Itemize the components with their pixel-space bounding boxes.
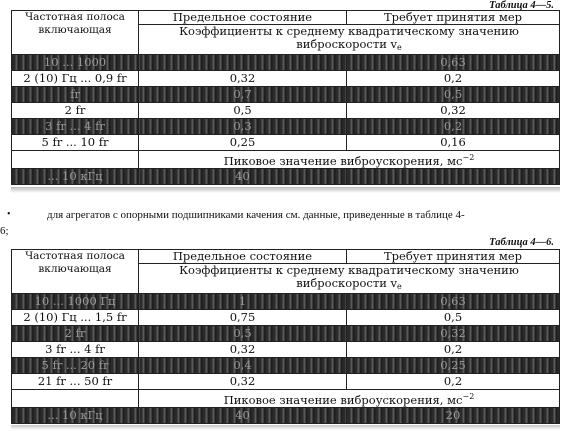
last-band-cell: ... 10 кГц [12, 169, 139, 185]
coeff-header-text: Коэффициенты к среднему квадратическому значению виброскорости v [179, 263, 519, 290]
peak-header [139, 390, 560, 408]
last-band-cell: ... 10 кГц [12, 408, 139, 424]
action-cell: 0,2 [347, 374, 560, 390]
table-row [12, 374, 560, 390]
band-cell: 2 fr [12, 326, 139, 342]
band-cell: 10 ... 1000 [12, 55, 139, 71]
peak-unit-sup: −2 [462, 153, 475, 162]
table-row [12, 119, 560, 135]
action-cell: 0,2 [347, 342, 560, 358]
table-4-6 [11, 249, 560, 424]
action-cell: 0,63 [347, 55, 560, 71]
table-row [12, 294, 560, 310]
table-row [12, 358, 560, 374]
action-cell: 0,32 [347, 103, 560, 119]
table-row [12, 87, 560, 103]
scan-shadow [11, 425, 560, 430]
band-cell: 2 (10) Гц ... 0,9 fr [12, 71, 139, 87]
peak-band-empty [12, 390, 139, 408]
band-cell: 10 ... 1000 Гц [12, 294, 139, 310]
table-row [12, 55, 560, 71]
limit-header: Предельное состояние [139, 250, 347, 264]
coeff-header-text: Коэффициенты к среднему квадратическому значению виброскорости v [179, 24, 519, 51]
coeff-header [139, 264, 560, 294]
band-cell: 3 fr ... 4 fr [12, 119, 139, 135]
peak-unit-sup: −2 [462, 392, 475, 401]
band-header: Частотная полоса включающая [12, 250, 139, 294]
action-cell: 0,32 [347, 326, 560, 342]
table-row [12, 71, 560, 87]
table-row [12, 326, 560, 342]
action-header: Требует принятия мер [347, 250, 560, 264]
table-row [12, 310, 560, 326]
coeff-subscript: e [397, 43, 402, 52]
limit-cell: 1 [139, 294, 347, 310]
last-action-cell [347, 169, 560, 185]
coeff-subscript: e [397, 282, 402, 291]
action-cell: 0,63 [347, 294, 560, 310]
table-4-5-caption: Таблица 4—5. [489, 0, 554, 11]
table-row [12, 135, 560, 151]
bullet-text: для агрегатов с опорными подшипниками качения см. данные, приведенные в таблице 4- [47, 209, 465, 221]
band-cell: 2 (10) Гц ... 1,5 fr [12, 310, 139, 326]
action-cell: 0,5 [347, 87, 560, 103]
action-cell: 0,2 [347, 119, 560, 135]
table-4-6-caption: Таблица 4—6. [489, 237, 554, 248]
table-row [12, 103, 560, 119]
action-header: Требует принятия мер [347, 11, 560, 25]
last-action-cell: 20 [347, 408, 560, 424]
limit-cell: 0,32 [139, 71, 347, 87]
limit-cell: 0,3 [139, 119, 347, 135]
last-limit-cell: 40 [139, 169, 347, 185]
limit-cell: 0,25 [139, 135, 347, 151]
limit-cell: 0,5 [139, 103, 347, 119]
limit-cell: 0,4 [139, 358, 347, 374]
action-cell: 0,5 [347, 310, 560, 326]
peak-label: Пиковое значение виброускорения, мс [223, 393, 463, 407]
band-cell: fr [12, 87, 139, 103]
limit-cell: 0,32 [139, 374, 347, 390]
band-cell: 5 fr ... 20 fr [12, 358, 139, 374]
limit-cell [139, 55, 347, 71]
limit-cell: 0,75 [139, 310, 347, 326]
limit-header: Предельное состояние [139, 11, 347, 25]
action-cell: 0,25 [347, 358, 560, 374]
table-row [12, 342, 560, 358]
band-header: Частотная полоса включающая [12, 11, 139, 55]
limit-cell: 0,32 [139, 342, 347, 358]
bullet-marker: • [7, 209, 11, 220]
bullet-text-continuation: 6; [0, 225, 9, 237]
action-cell: 0,2 [347, 71, 560, 87]
scan-shadow [11, 187, 560, 193]
peak-label: Пиковое значение виброускорения, мс [223, 154, 463, 168]
band-cell: 2 fr [12, 103, 139, 119]
limit-cell: 0,5 [139, 326, 347, 342]
peak-header [139, 151, 560, 169]
band-cell: 3 fr ... 4 fr [12, 342, 139, 358]
table-4-5 [11, 10, 560, 185]
coeff-header [139, 25, 560, 55]
action-cell: 0,16 [347, 135, 560, 151]
band-cell: 21 fr ... 50 fr [12, 374, 139, 390]
last-limit-cell: 40 [139, 408, 347, 424]
band-cell: 5 fr ... 10 fr [12, 135, 139, 151]
peak-band-empty [12, 151, 139, 169]
limit-cell: 0,7 [139, 87, 347, 103]
